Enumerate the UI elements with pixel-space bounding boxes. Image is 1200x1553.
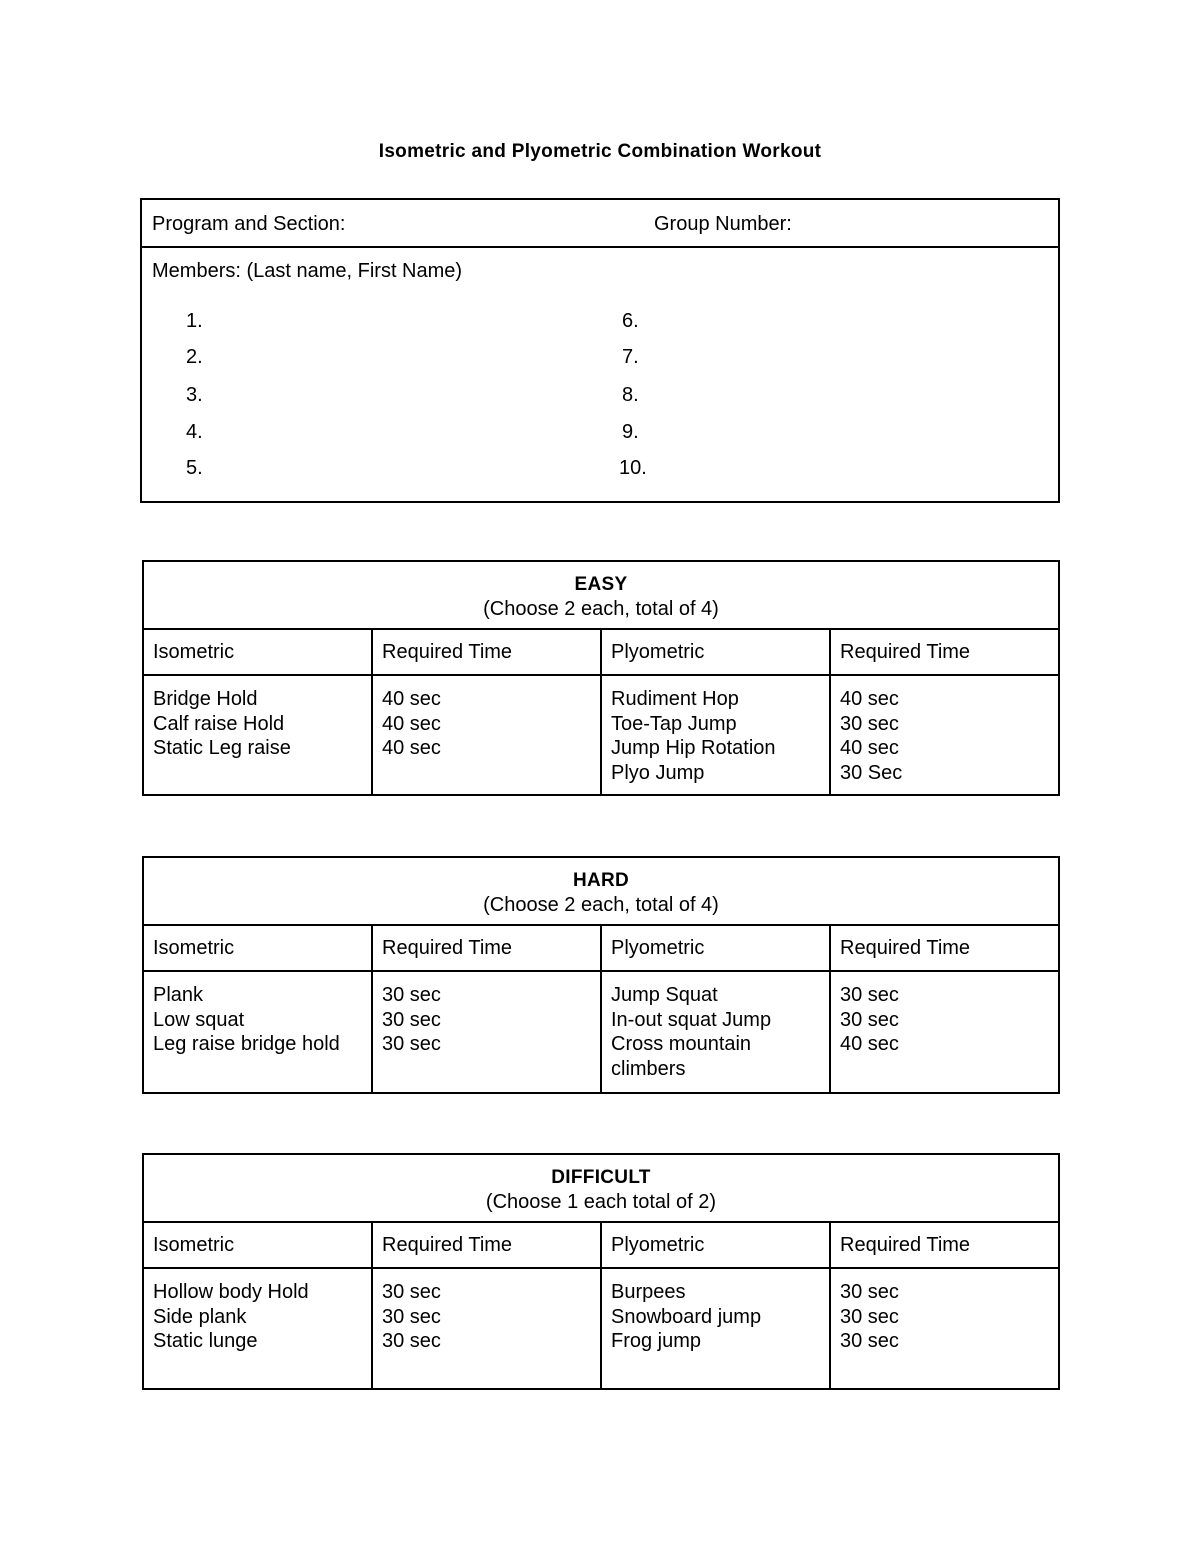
- exercise-name: Jump Hip Rotation: [611, 737, 776, 759]
- exercise-name: Bridge Hold: [153, 688, 258, 710]
- group-info-box: [140, 198, 1060, 503]
- exercise-time: 40 sec: [840, 737, 899, 759]
- member-number-8: 8.: [622, 384, 639, 406]
- member-number-7: 7.: [622, 346, 639, 368]
- column-header: Required Time: [372, 925, 601, 971]
- member-number-5: 5.: [186, 457, 203, 479]
- level-name: EASY: [574, 574, 628, 595]
- hard-table: [142, 856, 1060, 1094]
- level-note: (Choose 2 each, total of 4): [483, 598, 719, 620]
- member-number-10: 10.: [619, 457, 647, 479]
- members-label: Members: (Last name, First Name): [152, 260, 463, 282]
- program-section-label: Program and Section:: [152, 213, 346, 235]
- exercise-time: 30 sec: [382, 1305, 441, 1328]
- member-number-3: 3.: [186, 384, 203, 406]
- isometric-time-cell: [372, 1268, 601, 1389]
- column-header: Isometric: [143, 925, 372, 971]
- plyometric-cell: [601, 971, 830, 1093]
- exercise-time: 30 sec: [382, 1330, 441, 1352]
- exercise-time: 30 sec: [840, 1330, 899, 1352]
- exercise-time: 30 sec: [840, 1008, 899, 1031]
- level-name: HARD: [572, 870, 630, 891]
- exercise-time: 30 sec: [382, 984, 441, 1006]
- difficult-header: [143, 1154, 1059, 1222]
- exercise-name: Snowboard jump: [611, 1305, 762, 1328]
- level-name: DIFFICULT: [551, 1167, 651, 1188]
- exercise-name: Calf raise Hold: [153, 712, 285, 735]
- exercise-name: Side plank: [153, 1305, 247, 1328]
- exercise-name: Low squat: [153, 1008, 245, 1031]
- exercise-time: 40 sec: [382, 712, 441, 735]
- column-header: Plyometric: [601, 629, 830, 675]
- exercise-name: Static lunge: [153, 1330, 258, 1352]
- column-header: Required Time: [372, 629, 601, 675]
- isometric-time-cell: [372, 675, 601, 795]
- column-header: Required Time: [830, 629, 1059, 675]
- column-header: Plyometric: [601, 1222, 830, 1268]
- exercise-time: 30 sec: [840, 984, 899, 1006]
- exercise-time: 30 sec: [382, 1033, 441, 1055]
- member-number-2: 2.: [186, 346, 203, 368]
- exercise-time: 30 sec: [382, 1008, 441, 1031]
- isometric-cell: [143, 1268, 372, 1389]
- column-header: Required Time: [830, 925, 1059, 971]
- exercise-time: 40 sec: [840, 1033, 899, 1055]
- member-number-6: 6.: [622, 310, 639, 332]
- exercise-name: In-out squat Jump: [611, 1008, 772, 1031]
- exercise-name: Rudiment Hop: [611, 688, 739, 710]
- exercise-time: 40 sec: [382, 688, 441, 710]
- column-header: Isometric: [143, 629, 372, 675]
- column-header: Required Time: [372, 1222, 601, 1268]
- exercise-name: Static Leg raise: [153, 737, 291, 759]
- exercise-time: 30 Sec: [840, 761, 903, 784]
- exercise-name: Jump Squat: [611, 984, 718, 1006]
- exercise-time: 30 sec: [382, 1281, 441, 1303]
- plyometric-time-cell: [830, 971, 1059, 1093]
- easy-header: [143, 561, 1059, 629]
- exercise-time: 30 sec: [840, 712, 899, 735]
- exercise-time: 40 sec: [382, 737, 441, 759]
- program-group-row: [142, 200, 1058, 248]
- exercise-name: Toe-Tap Jump: [611, 712, 737, 735]
- exercise-name: Frog jump: [611, 1330, 702, 1352]
- hard-header: [143, 857, 1059, 925]
- member-number-9: 9.: [622, 421, 639, 443]
- difficult-table: [142, 1153, 1060, 1390]
- exercise-name: Burpees: [611, 1281, 686, 1303]
- easy-table: [142, 560, 1060, 796]
- exercise-time: 30 sec: [840, 1281, 899, 1303]
- exercise-time: 30 sec: [840, 1305, 899, 1328]
- column-header: Required Time: [830, 1222, 1059, 1268]
- exercise-name: Cross mountain: [611, 1033, 752, 1055]
- group-number-label: Group Number:: [654, 213, 792, 235]
- plyometric-cell: [601, 1268, 830, 1389]
- level-note: (Choose 2 each, total of 4): [483, 894, 719, 916]
- isometric-time-cell: [372, 971, 601, 1093]
- exercise-name: Leg raise bridge hold: [153, 1033, 340, 1055]
- exercise-name: Plyo Jump: [611, 761, 705, 784]
- plyometric-time-cell: [830, 1268, 1059, 1389]
- isometric-cell: [143, 971, 372, 1093]
- page-title: Isometric and Plyometric Combination Workout: [378, 141, 822, 162]
- exercise-time: 40 sec: [840, 688, 899, 710]
- plyometric-time-cell: [830, 675, 1059, 795]
- isometric-cell: [143, 675, 372, 795]
- member-number-1: 1.: [186, 310, 203, 332]
- member-number-4: 4.: [186, 421, 203, 443]
- exercise-name: climbers: [611, 1057, 686, 1080]
- exercise-name: Plank: [153, 984, 204, 1006]
- column-header: Plyometric: [601, 925, 830, 971]
- plyometric-cell: [601, 675, 830, 795]
- level-note: (Choose 1 each total of 2): [485, 1191, 717, 1213]
- exercise-name: Hollow body Hold: [153, 1281, 309, 1303]
- column-header: Isometric: [143, 1222, 372, 1268]
